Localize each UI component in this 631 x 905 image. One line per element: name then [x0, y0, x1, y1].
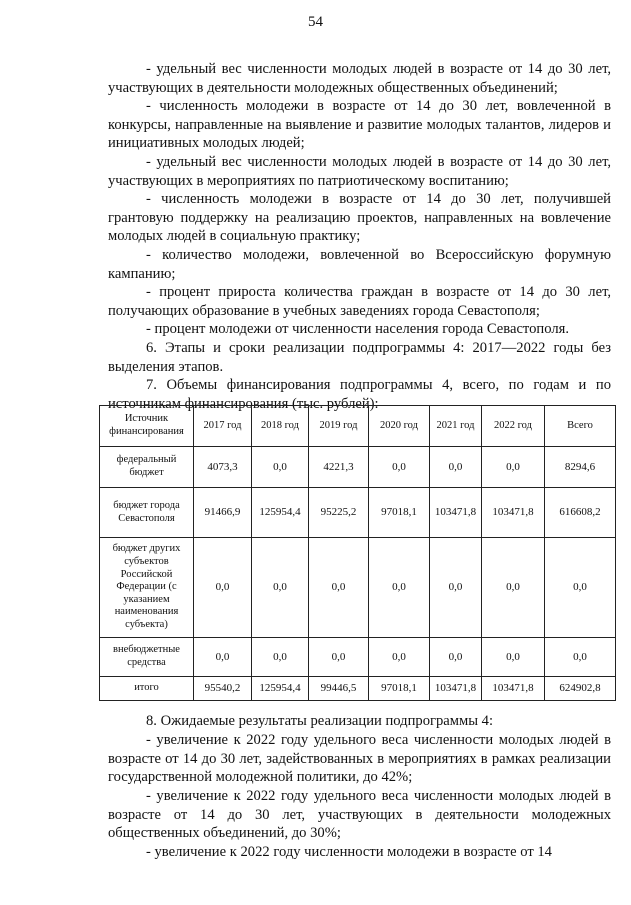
cell-source: федеральный бюджет	[100, 447, 194, 488]
paragraph-education-growth: - процент прироста количества граждан в возрасте от 14 до 30 лет, получающих образование в учебных заведениях города Севастополя;	[108, 284, 611, 319]
cell-value: 97018,1	[369, 488, 430, 538]
cell-value: 0,0	[482, 447, 545, 488]
table-row-other-subjects-budget	[100, 538, 616, 638]
cell-value: 0,0	[309, 538, 369, 638]
cell-value: 4073,3	[194, 447, 252, 488]
cell-value: 0,0	[194, 538, 252, 638]
cell-value: 8294,6	[545, 447, 616, 488]
cell-value: 0,0	[369, 447, 430, 488]
cell-value: 0,0	[252, 538, 309, 638]
paragraph-patriotic-education-share: - удельный вес численности молодых людей в возрасте от 14 до 30 лет, участвующих в мероприятиях по патриотическому воспитанию;	[108, 154, 611, 189]
cell-value: 103471,8	[482, 677, 545, 701]
cell-value: 0,0	[309, 638, 369, 677]
page-number: 54	[308, 14, 323, 30]
paragraph-youth-percent: - процент молодежи от численности населения города Севастополя.	[146, 321, 569, 337]
table-row-federal-budget	[100, 447, 616, 488]
cell-value: 0,0	[430, 638, 482, 677]
cell-value: 624902,8	[545, 677, 616, 701]
table-row-total	[100, 677, 616, 701]
cell-value: 0,0	[430, 538, 482, 638]
cell-value: 0,0	[430, 447, 482, 488]
paragraph-forum-campaign: - количество молодежи, вовлеченной во Всероссийскую форумную кампанию;	[108, 247, 611, 282]
cell-value: 125954,4	[252, 677, 309, 701]
cell-source: итого	[100, 677, 194, 701]
cell-value: 103471,8	[430, 677, 482, 701]
table-row-sevastopol-budget	[100, 488, 616, 538]
table-row-extrabudgetary	[100, 638, 616, 677]
header-2020: 2020 год	[369, 406, 430, 447]
paragraph-funding-volumes: 7. Объемы финансирования подпрограммы 4, всего, по годам и по источникам финансирования (тыс. рублей):	[108, 377, 611, 412]
cell-value: 0,0	[482, 538, 545, 638]
header-2022: 2022 год	[482, 406, 545, 447]
cell-value: 0,0	[482, 638, 545, 677]
header-source: Источник финансирования	[100, 406, 194, 447]
paragraph-result-state-policy: - увеличение к 2022 году удельного веса численности молодых людей в возрасте от 14 до 30 лет, задействованных в мероприятиях в рамках реализации государственной молодежной политики, до 42%;	[108, 732, 611, 786]
cell-value: 0,0	[252, 447, 309, 488]
cell-value: 103471,8	[430, 488, 482, 538]
paragraph-stages-and-terms: 6. Этапы и сроки реализации подпрограммы 4: 2017—2022 годы без выделения этапов.	[108, 340, 611, 375]
paragraph-result-youth-count: - увеличение к 2022 году численности молодежи в возрасте от 14	[146, 844, 552, 860]
cell-value: 103471,8	[482, 488, 545, 538]
cell-value: 0,0	[545, 538, 616, 638]
cell-value: 0,0	[252, 638, 309, 677]
cell-source: бюджет других субъектов Российской Федерации (с указанием наименования субъекта)	[100, 538, 194, 638]
paragraph-youth-associations-share: - удельный вес численности молодых людей в возрасте от 14 до 30 лет, участвующих в деятельности молодежных общественных объединений;	[108, 61, 611, 96]
header-2018: 2018 год	[252, 406, 309, 447]
cell-value: 125954,4	[252, 488, 309, 538]
cell-value: 99446,5	[309, 677, 369, 701]
header-2021: 2021 год	[430, 406, 482, 447]
cell-value: 95540,2	[194, 677, 252, 701]
paragraph-result-associations: - увеличение к 2022 году удельного веса численности молодых людей в возрасте от 14 до 30 лет, участвующих в деятельности молодежных общественных объединений, до 30%;	[108, 788, 611, 842]
cell-source: бюджет города Севастополя	[100, 488, 194, 538]
cell-value: 0,0	[545, 638, 616, 677]
header-total: Всего	[545, 406, 616, 447]
cell-value: 616608,2	[545, 488, 616, 538]
cell-value: 97018,1	[369, 677, 430, 701]
paragraph-expected-results-heading: 8. Ожидаемые результаты реализации подпрограммы 4:	[146, 713, 494, 729]
paragraph-talent-contests: - численность молодежи в возрасте от 14 до 30 лет, вовлеченной в конкурсы, направленные на выявление и развитие молодых талантов, лидеров и инициативных молодых людей;	[108, 98, 611, 152]
header-2017: 2017 год	[194, 406, 252, 447]
cell-value: 95225,2	[309, 488, 369, 538]
cell-source: внебюджетные средства	[100, 638, 194, 677]
funding-table	[99, 405, 616, 701]
paragraph-grant-support: - численность молодежи в возрасте от 14 до 30 лет, получившей грантовую поддержку на реализацию проектов, направленных на вовлечение молодых людей в социальную практику;	[108, 191, 611, 245]
cell-value: 0,0	[194, 638, 252, 677]
table-header-row	[100, 406, 616, 447]
cell-value: 4221,3	[309, 447, 369, 488]
cell-value: 91466,9	[194, 488, 252, 538]
header-2019: 2019 год	[309, 406, 369, 447]
cell-value: 0,0	[369, 538, 430, 638]
cell-value: 0,0	[369, 638, 430, 677]
